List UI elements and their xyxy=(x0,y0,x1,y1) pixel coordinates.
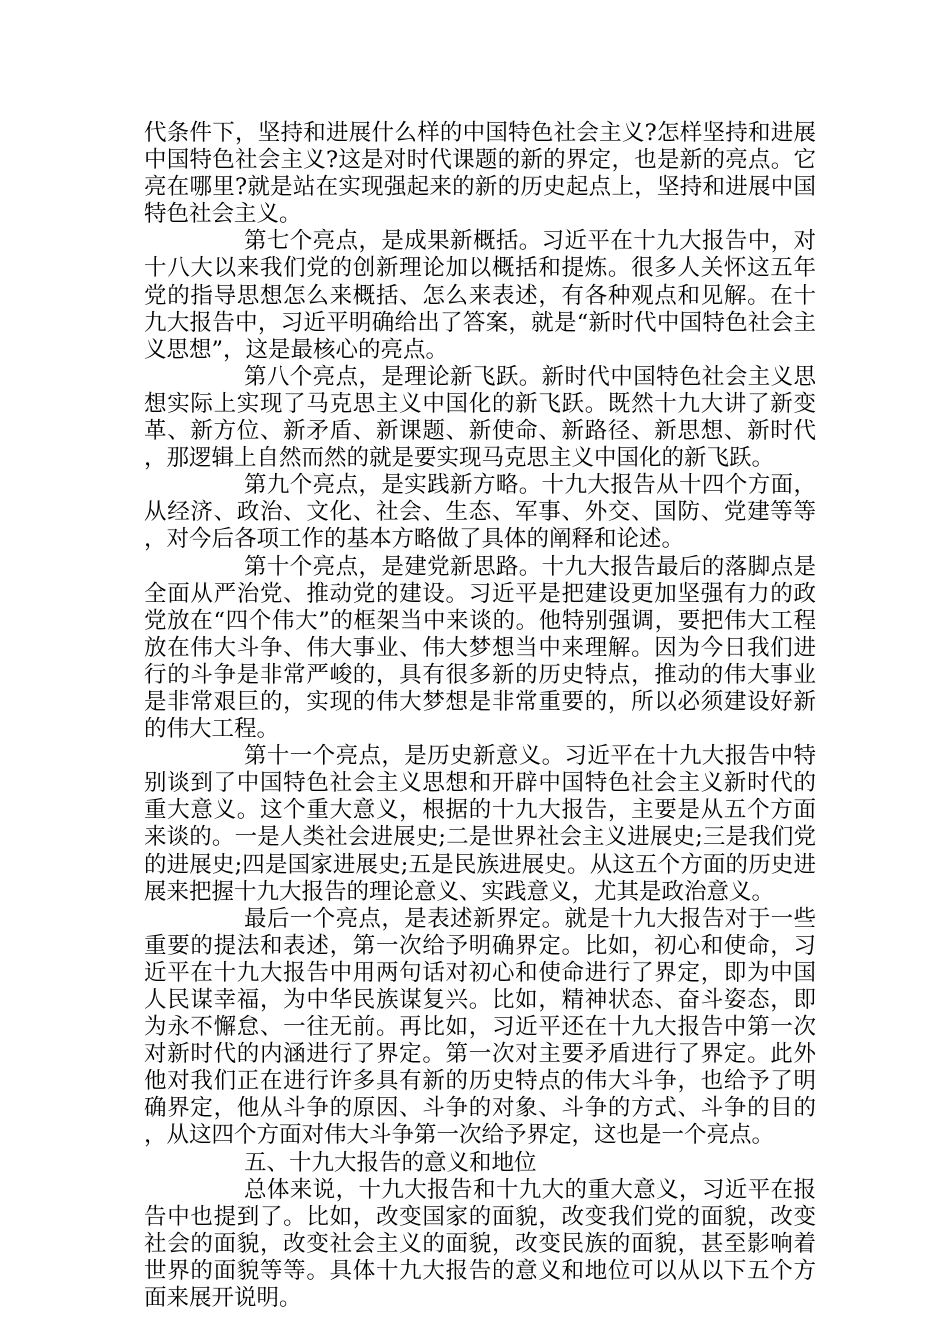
paragraph-highlight-9: 第九个亮点，是实践新方略。十九大报告从十四个方面，从经济、政治、文化、社会、生态、军事、外交、国防、党建等等，对今后各项工作的基本方略做了具体的阐释和论述。 xyxy=(144,472,816,553)
paragraph-highlight-8: 第八个亮点，是理论新飞跃。新时代中国特色社会主义思想实际上实现了马克思主义中国化的新飞跃。既然十九大讲了新变革、新方位、新矛盾、新课题、新使命、新路径、新思想、新时代，那逻辑上自然而然的就是要实现马克思主义中国化的新飞跃。 xyxy=(144,363,816,472)
paragraph-highlight-last: 最后一个亮点，是表述新界定。就是十九大报告对于一些重要的提法和表述，第一次给予明确界定。比如，初心和使命，习近平在十九大报告中用两句话对初心和使命进行了界定，即为中国人民谋幸福，为中华民族谋复兴。比如，精神状态、奋斗姿态，即为永不懈怠、一往无前。再比如，习近平还在十九大报告中第一次对新时代的内涵进行了界定。第一次对主要矛盾进行了界定。此外他对我们正在进行许多具有新的历史特点的伟大斗争，也给予了明确界定，他从斗争的原因、斗争的对象、斗争的方式、斗争的目的，从这四个方面对伟大斗争第一次给予界定，这也是一个亮点。 xyxy=(144,905,816,1149)
document-page xyxy=(144,120,816,1312)
paragraph-highlight-10: 第十个亮点，是建党新思路。十九大报告最后的落脚点是全面从严治党、推动党的建设。习近平是把建设更加坚强有力的政党放在“四个伟大”的框架当中来谈的。他特别强调，要把伟大工程放在伟大斗争、伟大事业、伟大梦想当中来理解。因为今日我们进行的斗争是非常严峻的，具有很多新的历史特点，推动的伟大事业是非常艰巨的，实现的伟大梦想是非常重要的，所以必须建设好新的伟大工程。 xyxy=(144,553,816,743)
paragraph-closing: 总体来说，十九大报告和十九大的重大意义，习近平在报告中也提到了。比如，改变国家的面貌，改变我们党的面貌，改变社会的面貌，改变社会主义的面貌，改变民族的面貌，甚至影响着世界的面貌等等。具体十九大报告的意义和地位可以从以下五个方面来展开说明。 xyxy=(144,1176,816,1312)
paragraph-highlight-7: 第七个亮点，是成果新概括。习近平在十九大报告中，对十八大以来我们党的创新理论加以概括和提炼。很多人关怀这五年党的指导思想怎么来概括、怎么来表述，有各种观点和见解。在十九大报告中，习近平明确给出了答案，就是“新时代中国特色社会主义思想”，这是最核心的亮点。 xyxy=(144,228,816,363)
paragraph-highlight-11: 第十一个亮点，是历史新意义。习近平在十九大报告中特别谈到了中国特色社会主义思想和开辟中国特色社会主义新时代的重大意义。这个重大意义，根据的十九大报告，主要是从五个方面来谈的。一是人类社会进展史;二是世界社会主义进展史;三是我们党的进展史;四是国家进展史;五是民族进展史。从这五个方面的历史进展来把握十九大报告的理论意义、实践意义，尤其是政治意义。 xyxy=(144,743,816,905)
section-heading: 五、十九大报告的意义和地位 xyxy=(244,1149,537,1176)
paragraph-continued: 代条件下，坚持和进展什么样的中国特色社会主义?怎样坚持和进展中国特色社会主义?这是对时代课题的新的界定，也是新的亮点。它亮在哪里?就是站在实现强起来的新的历史起点上，坚持和进展中国特色社会主义。 xyxy=(144,120,816,228)
